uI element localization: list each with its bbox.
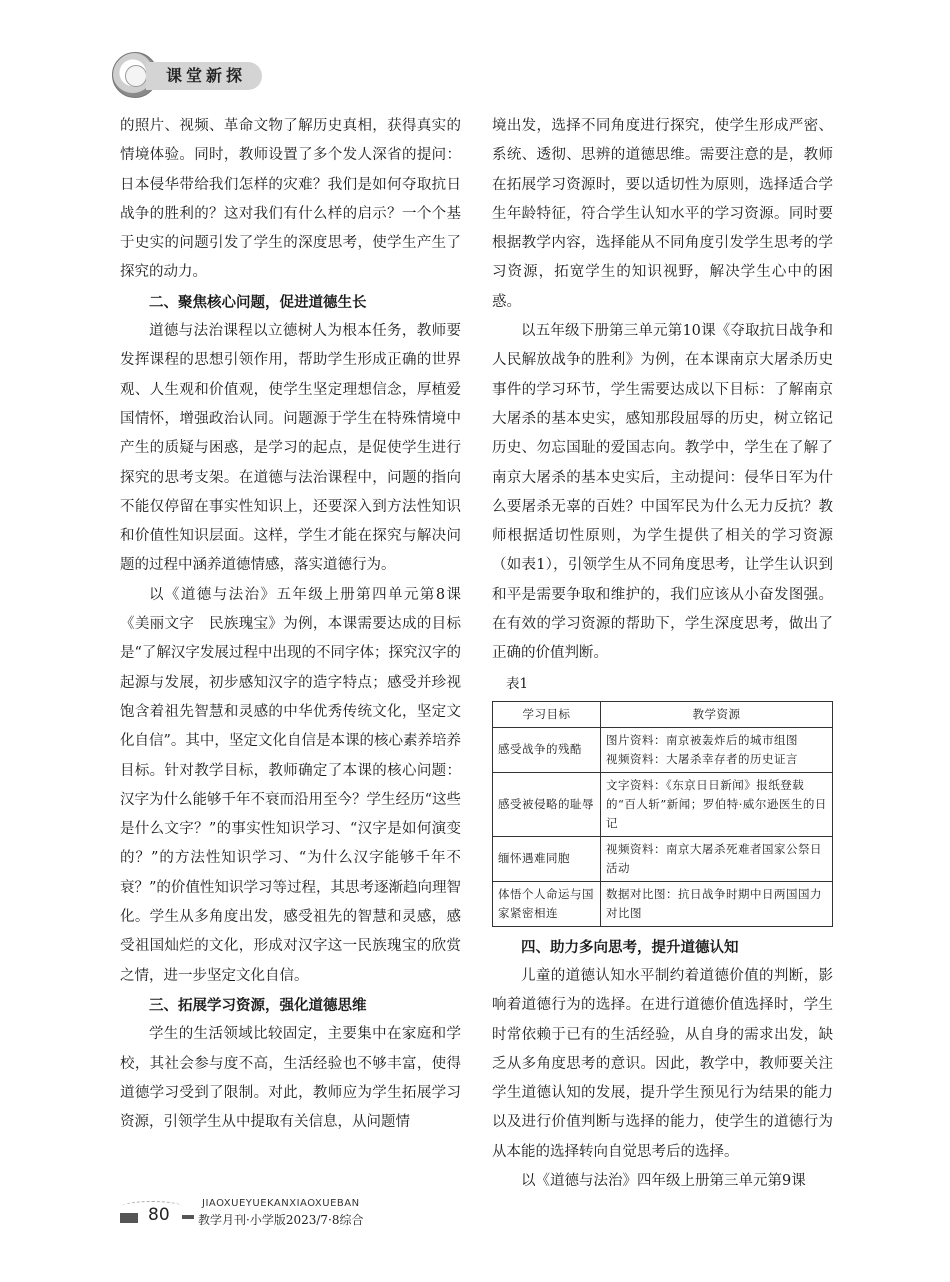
table-row — [493, 727, 833, 772]
table-cell-goal: 缅怀遇难同胞 — [493, 836, 601, 881]
paragraph: 以五年级下册第三单元第10课《夺取抗日战争和人民解放战争的胜利》为例，在本课南京大屠杀历史事件的学习环节，学生需要达成以下目标：了解南京大屠杀的基本史实，感知那段屈辱的历史，树立铭记历史、勿忘国耻的爱国志向。教学中，学生在了解了南京大屠杀的基本史实后，主动提问：侵华日军为什么要屠杀无辜的百姓？中国军民为什么无力反抗？教师根据适切性原则，为学生提供了相关的学习资源（如表1），引领学生从不同角度思考，让学生认识到和平是需要争取和维护的，我们应该从小奋发图强。在有效的学习资源的帮助下，学生深度思考，做出了正确的价值判断。 — [492, 323, 833, 662]
paragraph: 境出发，选择不同角度进行探究，使学生形成严密、系统、透彻、思辨的道德思维。需要注意的是，教师在拓展学习资源时，要以适切性为原则，选择适合学生年龄特征，符合学生认知水平的学习资源。同时要根据教学内容，选择能从不同角度引发学生思考的学习资源，拓宽学生的知识视野，解决学生心中的困惑。 — [492, 118, 833, 310]
journal-pinyin: JIAOXUEYUEKANXIAOXUEBAN — [202, 1198, 360, 1209]
section-heading-3: 三、拓展学习资源，强化道德思维 — [149, 996, 367, 1014]
resource-table — [492, 701, 833, 927]
table-row — [493, 881, 833, 926]
table-cell-resource: 文字资料：《东京日日新闻》报纸登载的“百人斩”新闻；罗伯特·威尔逊医生的日记 — [601, 772, 833, 836]
paragraph: 的照片、视频、革命文物了解历史真相，获得真实的情境体验。同时，教师设置了多个发人深省的提问：日本侵华带给我们怎样的灾难？我们是如何夺取抗日战争的胜利的？这对我们有什么样的启示？一个个基于史实的问题引发了学生的深度思考，使学生产生了探究的动力。 — [120, 118, 461, 281]
table-cell-resource: 视频资料：南京大屠杀死难者国家公祭日活动 — [601, 836, 833, 881]
right-column — [492, 112, 833, 1196]
table-cell-goal: 感受战争的残酷 — [493, 727, 601, 772]
paragraph: 学生的生活领域比较固定，主要集中在家庭和学校，其社会参与度不高，生活经验也不够丰富，使得道德学习受到了限制。对此，教师应为学生拓展学习资源，引领学生从中提取有关信息，从问题情 — [120, 1026, 461, 1131]
table-row — [493, 772, 833, 836]
table-header-row — [493, 701, 833, 727]
table-cell-resource: 数据对比图：抗日战争时期中日两国国力对比图 — [601, 881, 833, 926]
section-header — [112, 52, 272, 102]
left-column — [120, 112, 461, 1137]
section-label: 课堂新探 — [146, 62, 262, 90]
journal-name: 教学月刊·小学版2023/7·8综合 — [198, 1213, 364, 1227]
table-caption: 表1 — [506, 675, 529, 692]
section-heading-2: 二、聚焦核心问题，促进道德生长 — [149, 293, 367, 311]
table-cell-goal: 体悟个人命运与国家紧密相连 — [493, 881, 601, 926]
paragraph: 以《道德与法治》五年级上册第四单元第8课《美丽文字 民族瑰宝》为例，本课需要达成的目标是“了解汉字发展过程中出现的不同字体；探究汉字的起源与发展，初步感知汉字的造字特点；感受并珍视饱含着祖先智慧和灵感的中华优秀传统文化，坚定文化自信”。其中，坚定文化自信是本课的核心素养培养目标。针对教学目标，教师确定了本课的核心问题：汉字为什么能够千年不衰而沿用至今？学生经历“这些是什么文字？”的事实性知识学习、“汉字是如何演变的？”的方法性知识学习、“为什么汉字能够千年不衰？”的价值性知识学习等过程，其思考逐渐趋向理智化。学生从多角度出发，感受祖先的智慧和灵感，感受祖国灿烂的文化，形成对汉字这一民族瑰宝的欣赏之情，进一步坚定文化自信。 — [120, 586, 461, 984]
table-cell-resource: 图片资料：南京被轰炸后的城市组图 视频资料：大屠杀幸存者的历史证言 — [601, 727, 833, 772]
footer-bar — [120, 1213, 138, 1223]
paragraph: 以《道德与法治》四年级上册第三单元第9课 — [521, 1173, 806, 1190]
footer-bar — [182, 1215, 194, 1219]
page-footer — [112, 1195, 412, 1245]
table-row — [493, 836, 833, 881]
table-header-goal: 学习目标 — [493, 701, 601, 727]
table-header-resource: 教学资源 — [601, 701, 833, 727]
section-heading-4: 四、助力多向思考，提升道德认知 — [521, 938, 739, 956]
page-number: 80 — [148, 1205, 170, 1225]
paragraph: 道德与法治课程以立德树人为根本任务，教师要发挥课程的思想引领作用，帮助学生形成正确的世界观、人生观和价值观，使学生坚定理想信念，厚植爱国情怀，增强政治认同。问题源于学生在特殊情境中产生的质疑与困惑，是学习的起点，是促使学生进行探究的思考支架。在道德与法治课程中，问题的指向不能仅停留在事实性知识上，还要深入到方法性知识和价值性知识层面。这样，学生才能在探究与解决问题的过程中涵养道德情感，落实道德行为。 — [120, 323, 461, 574]
paragraph: 儿童的道德认知水平制约着道德价值的判断，影响着道德行为的选择。在进行道德价值选择时，学生时常依赖于已有的生活经验，从自身的需求出发，缺乏从多角度思考的意识。因此，教学中，教师要关注学生道德认知的发展，提升学生预见行为结果的能力以及进行价值判断与选择的能力，使学生的道德行为从本能的选择转向自觉思考后的选择。 — [492, 967, 833, 1160]
table-cell-goal: 感受被侵略的耻辱 — [493, 772, 601, 836]
